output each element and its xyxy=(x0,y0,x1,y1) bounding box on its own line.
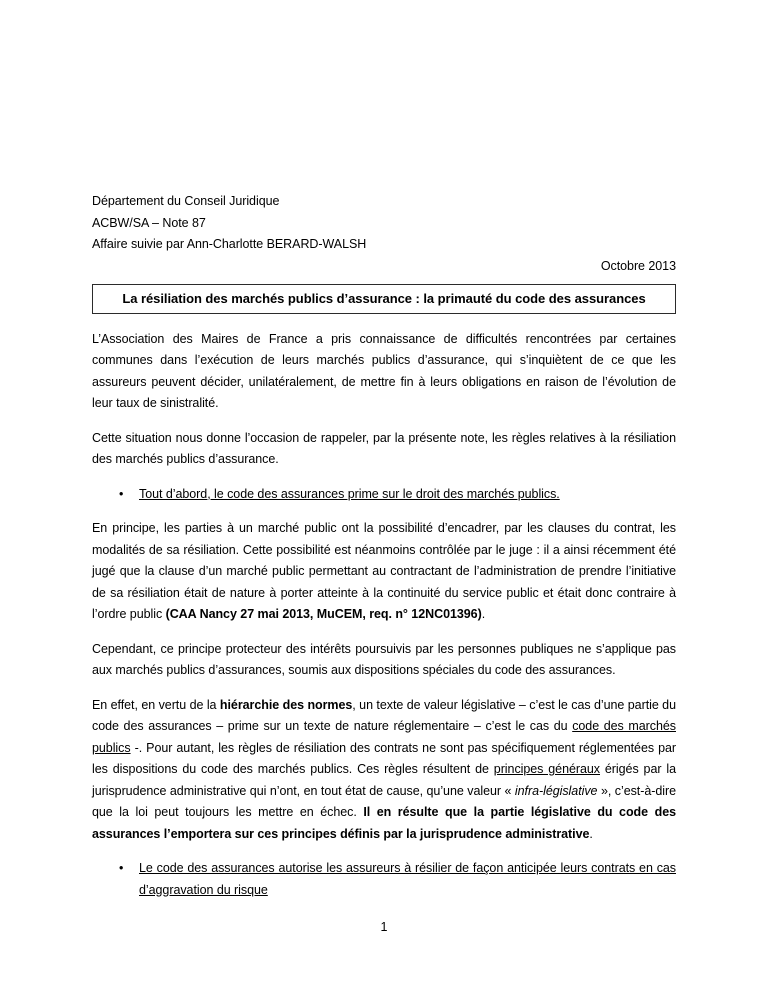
paragraph xyxy=(92,639,676,682)
bullet-item xyxy=(92,858,676,901)
bullet-text xyxy=(139,858,676,901)
bullet-marker: • xyxy=(119,486,124,501)
title-box xyxy=(92,284,676,314)
text-run: En principe, les parties à un marché public ont la possibilité d’encadrer, par les clauses du contrat, les modalités de sa résiliation. Cette possibilité est néanmoins contrôlée par le juge : il a ainsi récemment été jugé que la clause d’un marché public permettant au contractant de l’administration de prendre l’initiative de sa résiliation était de nature à porter atteinte à la continuité du service public et était donc contraire à l’ordre public xyxy=(92,521,676,621)
text-run: , un texte de valeur législative – c’est le cas d’une partie du code des assurances – prime sur un texte de nature réglementaire – c’est le cas du xyxy=(92,697,676,733)
document-header xyxy=(92,191,676,277)
page-number: 1 xyxy=(380,919,388,934)
text-run: », c’est-à-dire que la loi peut toujours les mettre en échec. xyxy=(92,783,676,819)
text-run: principes généraux xyxy=(493,762,600,776)
text-run: Cette situation nous donne l’occasion de rappeler, par la présente note, les règles relatives à la résiliation des marchés publics d’assurance. xyxy=(92,430,676,466)
bullet-marker: • xyxy=(119,861,124,875)
header-reference: ACBW/SA – Note 87 xyxy=(92,215,206,230)
document-body xyxy=(92,329,676,902)
text-run: hiérarchie des normes xyxy=(219,697,353,712)
header-handler: Affaire suivie par Ann-Charlotte BERARD-WALSH xyxy=(92,237,367,251)
paragraph xyxy=(92,695,676,846)
text-run: code des marchés publics xyxy=(92,719,676,755)
text-run: -. Pour autant, les règles de résiliation des contrats ne sont pas spécifiquement réglementées par les dispositions du code des marchés publics. Ces règles résultent de xyxy=(92,740,676,776)
text-run: Le code des assurances autorise les assureurs à résilier de façon anticipée leurs contrats en cas d’aggravation du risque xyxy=(139,861,676,897)
text-run: L’Association des Maires de France a pris connaissance de difficultés rencontrées par certaines communes dans l’exécution de leurs marchés publics d’assurance, qui s’inquiètent de ce que les assureurs peuvent décider, unilatéralement, de mettre fin à leurs obligations en raison de l’évolution de leur taux de sinistralité. xyxy=(92,331,676,410)
bullet-item xyxy=(92,484,676,506)
text-run: . xyxy=(481,607,486,621)
text-run: . xyxy=(589,826,593,841)
header-department: Département du Conseil Juridique xyxy=(92,194,280,208)
text-run: (CAA Nancy 27 mai 2013, MuCEM, req. n° 12NC01396) xyxy=(165,607,482,621)
bullet-text xyxy=(139,484,676,506)
paragraph xyxy=(92,329,676,415)
paragraph xyxy=(92,518,676,626)
text-run: Il en résulte que la partie législative du code des assurances l’emportera sur ces principes définis par la jurisprudence administrative xyxy=(92,805,676,841)
paragraph xyxy=(92,428,676,471)
header-date: Octobre 2013 xyxy=(600,258,676,273)
text-run: Cependant, ce principe protecteur des intérêts poursuivis par les personnes publiques ne s’applique pas aux marchés publics d’assurances, soumis aux dispositions spéciales du code des assurances. xyxy=(92,641,676,677)
text-run: Tout d’abord, le code des assurances prime sur le droit des marchés publics. xyxy=(139,486,560,501)
document-title: La résiliation des marchés publics d’assurance : la primauté du code des assurances xyxy=(122,291,646,306)
text-run: érigés par la jurisprudence administrative qui n’ont, en tout état de cause, qu’une valeur « xyxy=(92,762,676,798)
text-run: infra-législative xyxy=(514,783,598,798)
text-run: En effet, en vertu de la xyxy=(92,697,220,712)
